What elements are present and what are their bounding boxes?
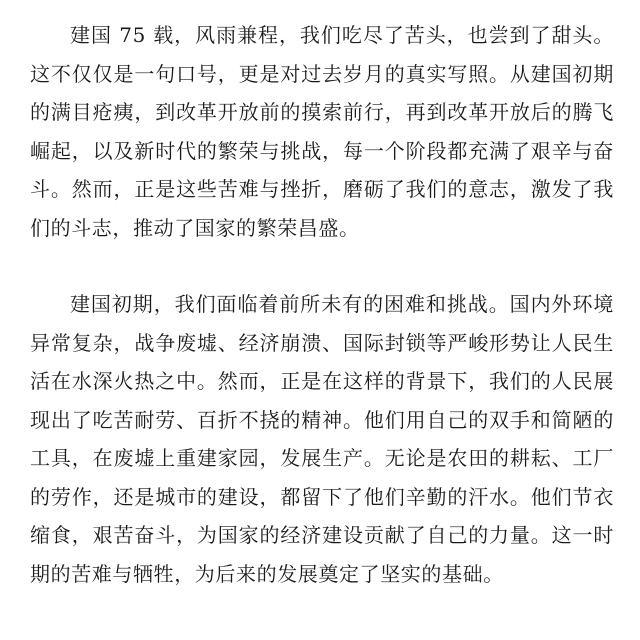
paragraph-1: 建国 75 载，风雨兼程，我们吃尽了苦头，也尝到了甜头。这不仅仅是一句口号，更是对过去岁月的真实写照。从建国初期的满目疮痍，到改革开放前的摸索前行，再到改革开放后的腾飞崛起，以及新时代的繁荣与挑战，每一个阶段都充满了艰辛与奋斗。然而，正是这些苦难与挫折，磨砺了我们的意志，激发了我们的斗志，推动了国家的繁荣昌盛。 [30, 23, 614, 240]
article-body [30, 16, 614, 593]
paragraph-2: 建国初期，我们面临着前所未有的困难和挑战。国内外环境异常复杂，战争废墟、经济崩溃、国际封锁等严峻形势让人民生活在水深火热之中。然而，正是在这样的背景下，我们的人民展现出了吃苦耐劳、百折不挠的精神。他们用自己的双手和简陋的工具，在废墟上重建家园，发展生产。无论是农田的耕耘、工厂的劳作，还是城市的建设，都留下了他们辛勤的汗水。他们节衣缩食，艰苦奋斗，为国家的经济建设贡献了自己的力量。这一时期的苦难与牺牲，为后来的发展奠定了坚实的基础。 [30, 292, 614, 586]
paragraph-gap [30, 247, 614, 285]
